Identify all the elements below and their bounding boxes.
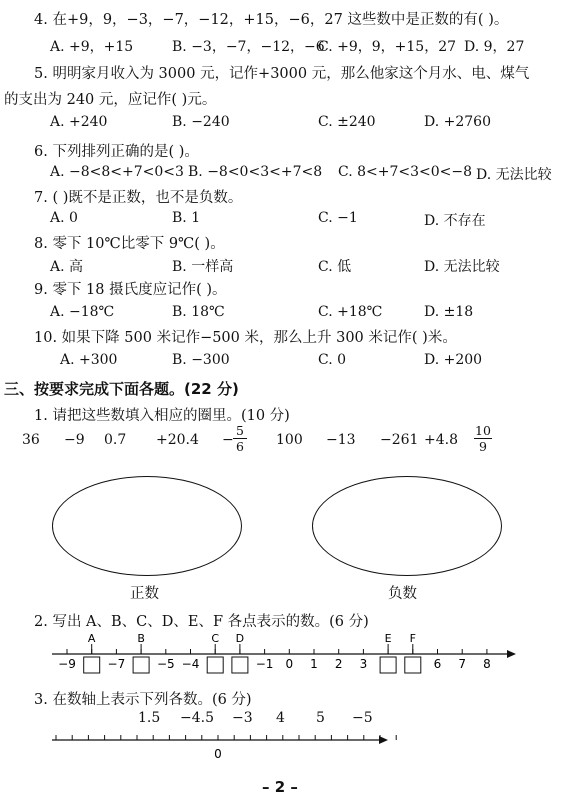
- q5-stem-line2: 的支出为 240 元，应记作( )元。: [4, 92, 217, 108]
- q10-option-d: D. +200: [424, 352, 483, 368]
- q8-option-b: B. 一样高: [172, 259, 234, 275]
- tick-label: −9: [58, 657, 76, 671]
- q7-option-d: D. 不存在: [424, 213, 486, 229]
- fraction-ten-ninths: [474, 424, 492, 453]
- number-item: −261: [380, 432, 419, 448]
- given-number: 4: [276, 710, 285, 726]
- fraction-five-sixths: [233, 424, 247, 453]
- axis-arrow: [507, 650, 516, 658]
- number-item: 36: [22, 432, 40, 448]
- tick-label: 3: [359, 657, 368, 671]
- answer-box[interactable]: [405, 657, 421, 673]
- tick-label: −4: [181, 657, 200, 671]
- q10-option-c: C. 0: [318, 352, 347, 368]
- tick-label: −1: [255, 657, 274, 671]
- answer-box[interactable]: [232, 657, 248, 673]
- q5-option-b: B. −240: [172, 114, 230, 130]
- q8-option-a: A. 高: [50, 259, 84, 275]
- q7-option-c: C. −1: [318, 210, 358, 226]
- q4-option-b: B. −3，−7，−12，−6: [172, 39, 325, 55]
- q7-stem: 7. ( )既不是正数，也不是负数。: [34, 190, 243, 206]
- answer-box[interactable]: [380, 657, 396, 673]
- q7-option-a: A. 0: [50, 210, 78, 226]
- answer-box[interactable]: [133, 657, 149, 673]
- q6-option-c: C. 8<+7<3<0<−8: [338, 164, 473, 180]
- point-label: E: [384, 632, 392, 645]
- negative-caption: 负数: [388, 586, 417, 602]
- q9-option-c: C. +18℃: [318, 304, 383, 320]
- tick-label: 7: [458, 657, 467, 671]
- positive-oval: [52, 476, 242, 576]
- q6-option-d: D. 无法比较: [476, 167, 552, 183]
- q5-option-d: D. +2760: [424, 114, 491, 130]
- page-number: – 2 –: [262, 778, 298, 796]
- p3-stem: 3. 在数轴上表示下列各数。(6 分): [34, 692, 252, 708]
- given-number: 5: [316, 710, 325, 726]
- fraction-numerator: 5: [236, 423, 244, 438]
- section3-title: 三、按要求完成下面各题。(22 分): [4, 380, 239, 398]
- point-label: D: [235, 632, 245, 645]
- tick-label: −7: [107, 657, 126, 671]
- q9-stem: 9. 零下 18 摄氏度应记作( )。: [34, 282, 227, 298]
- q4-stem: 4. 在+9，9，−3，−7，−12，+15，−6，27 这些数中是正数的有( )。: [34, 12, 509, 28]
- tick-label: 1: [310, 657, 318, 671]
- p1-stem: 1. 请把这些数填入相应的圈里。(10 分): [34, 408, 290, 424]
- zero-label: 0: [214, 747, 222, 761]
- point-label: A: [87, 632, 96, 645]
- number-item: 100: [276, 432, 303, 448]
- number-item: 0.7: [104, 432, 127, 448]
- q9-option-a: A. −18℃: [50, 304, 115, 320]
- number-line-points: [0, 630, 562, 678]
- q10-stem: 10. 如果下降 500 米记作−500 米，那么上升 300 米记作( )米。: [34, 330, 457, 346]
- tick-label: 2: [334, 657, 343, 671]
- q5-option-c: C. ±240: [318, 114, 376, 130]
- point-label: B: [137, 632, 145, 645]
- q7-option-b: B. 1: [172, 210, 201, 226]
- q5-option-a: A. +240: [50, 114, 108, 130]
- number-line-blank: [0, 730, 562, 764]
- q10-option-a: A. +300: [60, 352, 118, 368]
- p2-stem: 2. 写出 A、B、C、D、E、F 各点表示的数。(6 分): [34, 614, 369, 630]
- point-label: F: [409, 632, 416, 645]
- given-number: 1.5: [138, 710, 161, 726]
- positive-caption: 正数: [130, 586, 159, 602]
- tick-label: −5: [156, 657, 175, 671]
- number-item: −9: [64, 432, 85, 448]
- number-item: +4.8: [424, 432, 458, 448]
- negative-oval: [312, 476, 502, 576]
- tick-label: 8: [483, 657, 491, 671]
- fraction-denominator: 6: [236, 439, 244, 454]
- tick-label: 6: [433, 657, 442, 671]
- q4-option-c: C. +9，9，+15，27: [318, 39, 457, 55]
- q5-stem-line1: 5. 明明家月收入为 3000 元，记作+3000 元，那么他家这个月水、电、煤气: [34, 66, 530, 82]
- fraction-numerator: 10: [475, 423, 491, 438]
- q8-option-c: C. 低: [318, 259, 352, 275]
- q8-option-d: D. 无法比较: [424, 259, 500, 275]
- given-number: −3: [232, 710, 253, 726]
- q4-option-a: A. +9，+15: [50, 39, 134, 55]
- point-label: C: [211, 632, 220, 645]
- q10-option-b: B. −300: [172, 352, 230, 368]
- given-number: −4.5: [180, 710, 214, 726]
- given-number: −5: [352, 710, 373, 726]
- tick-label: 0: [285, 657, 294, 671]
- answer-box[interactable]: [207, 657, 223, 673]
- q9-option-b: B. 18℃: [172, 304, 225, 320]
- answer-box[interactable]: [84, 657, 100, 673]
- number-item: −13: [326, 432, 356, 448]
- fraction-denominator: 9: [479, 439, 487, 454]
- fraction-sign: −: [222, 432, 234, 448]
- q9-option-d: D. ±18: [424, 304, 474, 320]
- number-item: +20.4: [156, 432, 199, 448]
- q4-option-d: D. 9，27: [464, 39, 525, 55]
- q6-option-a: A. −8<8<+7<0<3: [50, 164, 184, 180]
- q6-stem: 6. 下列排列正确的是( )。: [34, 144, 199, 160]
- q8-stem: 8. 零下 10℃比零下 9℃( )。: [34, 236, 225, 252]
- q6-option-b: B. −8<0<3<+7<8: [188, 164, 323, 180]
